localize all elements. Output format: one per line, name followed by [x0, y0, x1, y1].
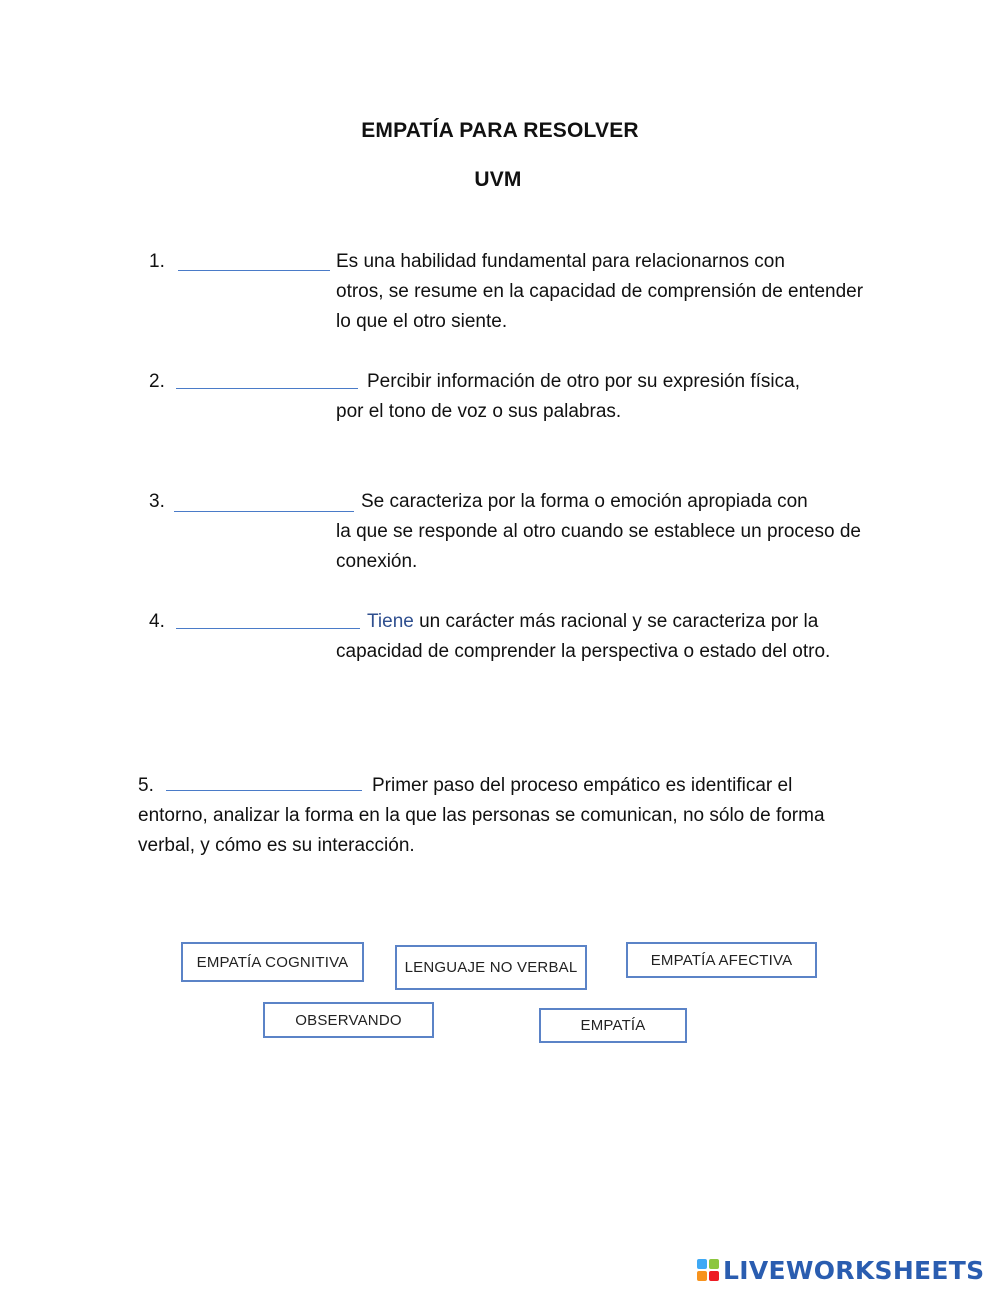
question-5-text	[138, 771, 866, 861]
question-5-line-1: Primer paso del proceso empático es identificar el	[372, 775, 793, 796]
question-4-line-1-rest: un carácter más racional y se caracteriza por la	[413, 611, 819, 632]
liveworksheets-logo-icon	[697, 1259, 719, 1281]
question-4-line-1	[336, 611, 818, 632]
liveworksheets-logo-text: LIVEWORKSHEETS	[723, 1255, 985, 1285]
word-bank-lenguaje-no-verbal[interactable]: LENGUAJE NO VERBAL	[395, 945, 587, 990]
logo-square-red	[709, 1271, 719, 1281]
logo-square-blue	[697, 1259, 707, 1269]
question-4-number: 4.	[149, 611, 165, 632]
word-bank-empatia-cognitiva[interactable]: EMPATÍA COGNITIVA	[181, 942, 364, 982]
question-2-line-1: Percibir información de otro por su expresión física,	[367, 371, 800, 392]
question-5-line-rest: entorno, analizar la forma en la que las personas se comunican, no sólo de forma verbal, y cómo es su interacción.	[138, 805, 825, 856]
question-4-text	[336, 607, 866, 667]
question-2-number: 2.	[149, 371, 165, 392]
word-bank-empatia-afectiva[interactable]: EMPATÍA AFECTIVA	[626, 942, 817, 978]
answer-blank-2[interactable]	[176, 388, 358, 389]
question-5-number: 5.	[138, 775, 154, 796]
question-2-line-rest: por el tono de voz o sus palabras.	[336, 401, 622, 422]
answer-blank-1[interactable]	[178, 270, 330, 271]
question-1-line-1: Es una habilidad fundamental para relacionarnos con	[336, 251, 785, 272]
page-title: EMPATÍA PARA RESOLVER	[361, 119, 639, 142]
logo-square-orange	[697, 1271, 707, 1281]
question-4-line-rest: capacidad de comprender la perspectiva o estado del otro.	[336, 641, 831, 662]
question-3-text	[336, 487, 866, 577]
page-subtitle: UVM	[474, 168, 522, 191]
liveworksheets-logo	[697, 1255, 984, 1285]
question-4-highlight-word: Tiene	[367, 611, 414, 632]
answer-blank-4[interactable]	[176, 628, 360, 629]
question-1-text	[336, 247, 866, 337]
word-bank-empatia[interactable]: EMPATÍA	[539, 1008, 687, 1043]
question-3-line-rest: la que se responde al otro cuando se establece un proceso de conexión.	[336, 521, 861, 572]
answer-blank-3[interactable]	[174, 511, 354, 512]
question-3-number: 3.	[149, 491, 165, 512]
word-bank-observando[interactable]: OBSERVANDO	[263, 1002, 434, 1038]
question-2-text	[336, 367, 866, 427]
logo-square-green	[709, 1259, 719, 1269]
question-1-line-rest: otros, se resume en la capacidad de comprensión de entender lo que el otro siente.	[336, 281, 864, 332]
question-3-line-1: Se caracteriza por la forma o emoción apropiada con	[361, 491, 808, 512]
question-1-number: 1.	[149, 251, 165, 272]
